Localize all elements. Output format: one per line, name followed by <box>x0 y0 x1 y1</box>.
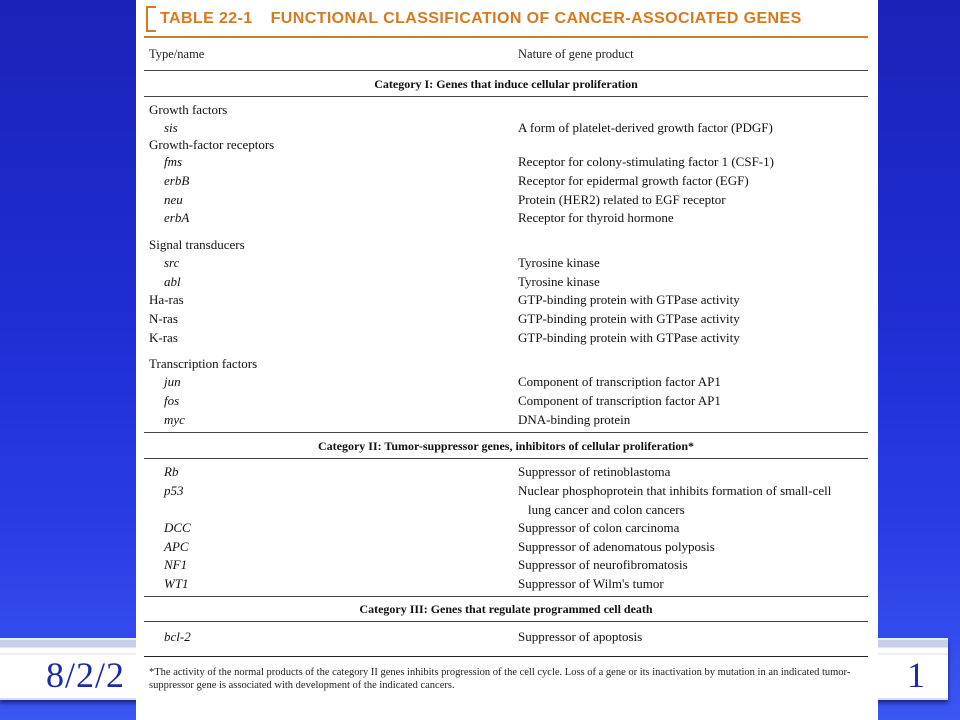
row-product: Suppressor of neurofibromatosis <box>518 557 688 572</box>
row-product: Component of transcription factor AP1 <box>518 393 721 408</box>
row-gene: DCC <box>164 520 191 535</box>
row-product: Tyrosine kinase <box>518 255 600 270</box>
row-product: Receptor for thyroid hormone <box>518 210 674 225</box>
row-product: Receptor for colony-stimulating factor 1 (CSF-1) <box>518 154 774 169</box>
table-title <box>146 6 802 36</box>
row-gene: K-ras <box>149 330 178 345</box>
row-gene: erbB <box>164 173 190 188</box>
slide-page-number: 1 <box>907 655 926 695</box>
row-gene: bcl-2 <box>164 629 191 644</box>
row-product: Suppressor of adenomatous polyposis <box>518 539 715 554</box>
slide-date: 8/2/2 <box>46 655 126 695</box>
row-product-line-2: lung cancer and colon cancers <box>528 502 685 517</box>
footer-bar-right <box>870 638 948 700</box>
row-product: Suppressor of apoptosis <box>518 629 643 644</box>
row-product: A form of platelet-derived growth factor (PDGF) <box>518 120 773 135</box>
row-gene: fos <box>164 393 180 408</box>
footer-rule <box>144 656 868 657</box>
row-product: Component of transcription factor AP1 <box>518 374 721 389</box>
row-type: Transcription factors <box>149 356 258 371</box>
category-3-rule <box>144 621 868 622</box>
row-product: GTP-binding protein with GTPase activity <box>518 330 740 345</box>
title-bracket <box>146 6 156 32</box>
table-number: TABLE 22-1 <box>160 10 253 28</box>
row-type: Growth-factor receptors <box>149 137 275 152</box>
row-product <box>518 481 873 519</box>
row-product: Suppressor of retinoblastoma <box>518 464 671 479</box>
row-gene: WT1 <box>164 576 189 591</box>
col-header-type: Type/name <box>149 47 205 61</box>
category-2-heading: Category II: Tumor-suppressor genes, inhibitors of cellular proliferation* <box>317 439 694 453</box>
row-type: Growth factors <box>149 102 228 117</box>
row-product-line-1: Nuclear phosphoprotein that inhibits formation of small-cell <box>518 483 832 498</box>
col-header-product: Nature of gene product <box>518 47 634 61</box>
row-gene: p53 <box>164 483 184 498</box>
table-image <box>136 0 878 720</box>
row-product: Receptor for epidermal growth factor (EGF) <box>518 173 749 188</box>
row-gene: NF1 <box>164 557 188 572</box>
row-product: GTP-binding protein with GTPase activity <box>518 292 740 307</box>
category-3-heading: Category III: Genes that regulate programmed cell death <box>359 602 653 616</box>
row-product: DNA-binding protein <box>518 412 631 427</box>
row-gene: Rb <box>164 464 179 479</box>
category-1-rule <box>144 96 868 97</box>
table-footnote: *The activity of the normal products of the category II genes inhibits progression of the cell cycle. Loss of a gene or its inactivation by mutation in an indicated tumor-suppressor gene is associated with development of the indicated cancers. <box>149 667 851 691</box>
row-gene: jun <box>164 374 181 389</box>
row-gene: abl <box>164 274 181 289</box>
row-gene: src <box>164 255 180 270</box>
row-gene: Ha-ras <box>149 292 184 307</box>
row-gene: myc <box>164 412 185 427</box>
table-title-text: FUNCTIONAL CLASSIFICATION OF CANCER-ASSOCIATED GENES <box>270 10 802 28</box>
row-product: Suppressor of Wilm's tumor <box>518 576 664 591</box>
category-2-rule <box>144 458 868 459</box>
title-rule <box>144 36 868 38</box>
category-3-top-rule <box>144 596 868 597</box>
row-type: Signal transducers <box>149 237 245 252</box>
row-gene: APC <box>164 539 189 554</box>
row-product: Protein (HER2) related to EGF receptor <box>518 192 726 207</box>
header-rule <box>144 70 868 71</box>
row-product: Tyrosine kinase <box>518 274 600 289</box>
row-product: Suppressor of colon carcinoma <box>518 520 680 535</box>
category-2-top-rule <box>144 432 868 433</box>
footer-bar-left <box>0 638 152 700</box>
row-gene: sis <box>164 120 178 135</box>
row-gene: neu <box>164 192 183 207</box>
row-gene: N-ras <box>149 311 178 326</box>
row-gene: erbA <box>164 210 190 225</box>
row-gene: fms <box>164 154 183 169</box>
row-product: GTP-binding protein with GTPase activity <box>518 311 740 326</box>
category-1-heading: Category I: Genes that induce cellular proliferation <box>374 77 638 91</box>
